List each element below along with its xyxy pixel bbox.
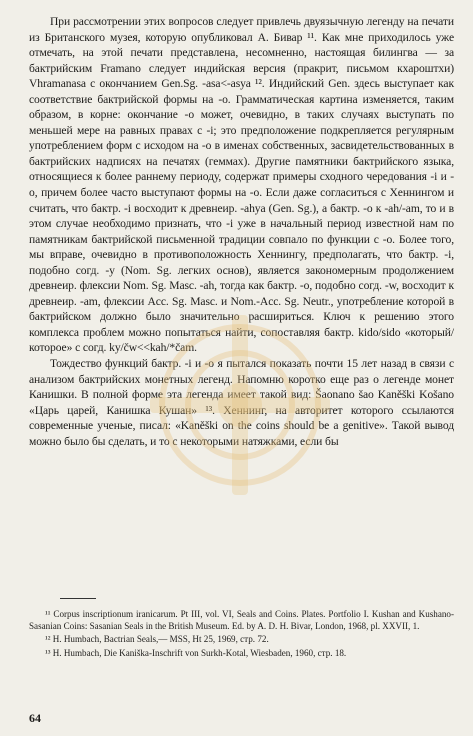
book-page: [29, 0, 454, 736]
main-text: [29, 14, 454, 449]
footnote-12: ¹² H. Humbach, Bactrian Seals,— MSS, Ht 25, 1969, стр. 72.: [45, 634, 269, 645]
footnote-13: ¹³ H. Humbach, Die Kaniška-Inschrift von Surkh-Kotal, Wiesbaden, 1960, стр. 18.: [45, 648, 347, 659]
paragraph-1: При рассмотрении этих вопросов следует привлечь двуязычную легенду на печати из Британского музея, которую опубликовал А. Бивар ¹¹. Как мне приходилось уже отмечать, на этой печати представлена, несомненно, настоящая билингва — за бактрийским Framano следует индийская версия (пракрит, письмом кхароштхи) Vhramanasa с окончанием Gen.Sg. -asa<-asya ¹². Индийский Gen. здесь выступает как соответствие бактрийской формы на -o. Грамматическая картина изменяется, таким образом, в корне: окончание -o может, очевидно, в таких случаях выступать по меньшей мере на равных правах с -i; это предположение подкрепляется регулярным употреблением форм с исходом на -o в именах собственных, засвидетельствованных в бактрийских надписях на печатях (геммах). Другие памятники бактрийского языка, относящиеся к более раннему периоду, содержат примеры сходного чередования -i и -o, причем более часто выступают формы на -o. Если даже согласиться с Хеннингом и считать, что бактр. -i восходит к древнеир. -ahya (Gen. Sg.), а бактр. -o к -ah/-am, то и в этом случае необходимо признать, что -i уже в начальный период известной нам по памятникам бактрийской письменной традиции совпало по функции с -o. Более того, мы вправе, очевидно в противоположность Хеннингу, предполагать, что бактр. -i, подобно согд. -y (Nom. Sg. легких основ), является закономерным продолжением древнеир. флексии Nom. Sg. Masc. -ah, тогда как бактр. -o, подобно согд. -w, восходит к древнеир. -am, флексии Acc. Sg. Masc. и Nom.-Acc. Sg. Neutr., употребление которой в бактрийском должно было значительно расшириться. Ключ к решению этого комплекса проблем можно попытаться найти, сопоставляя бактр. kido/sido «который/которое» с согд. ky/čw<<kah/*čam.: [29, 15, 454, 355]
footnote-11: ¹¹ Corpus inscriptionum iranicarum. Pt III, vol. VI, Seals and Coins. Plates. Portfolio I. Kushan and Kushano-Sasanian Coins: Sasanian Seals in the British Museum. Ed. by A. D. H. Bivar, London, 1968, pl. XXVII, 1.: [29, 609, 454, 631]
paragraph-2: Тождество функций бактр. -i и -o я пытался показать почти 15 лет назад в связи с анализом бактрийских монетных легенд. Напомню коротко еще раз о легенде монет Канишки. В полной форме эта легенда имеет такой вид: Šaonano šao Kaněški Košano «Царь царей, Канишка Кушан» ¹³. Хеннинг, на авторитет которого ссылаются современные ученые, писал: «Kaněški on the coins should be a genitive». Такой вывод можно было бы сделать, и то с некоторыми натяжками, если бы: [29, 357, 454, 448]
footnotes: [29, 609, 454, 662]
footnote-separator: [60, 598, 96, 599]
page-number: 64: [29, 711, 41, 725]
